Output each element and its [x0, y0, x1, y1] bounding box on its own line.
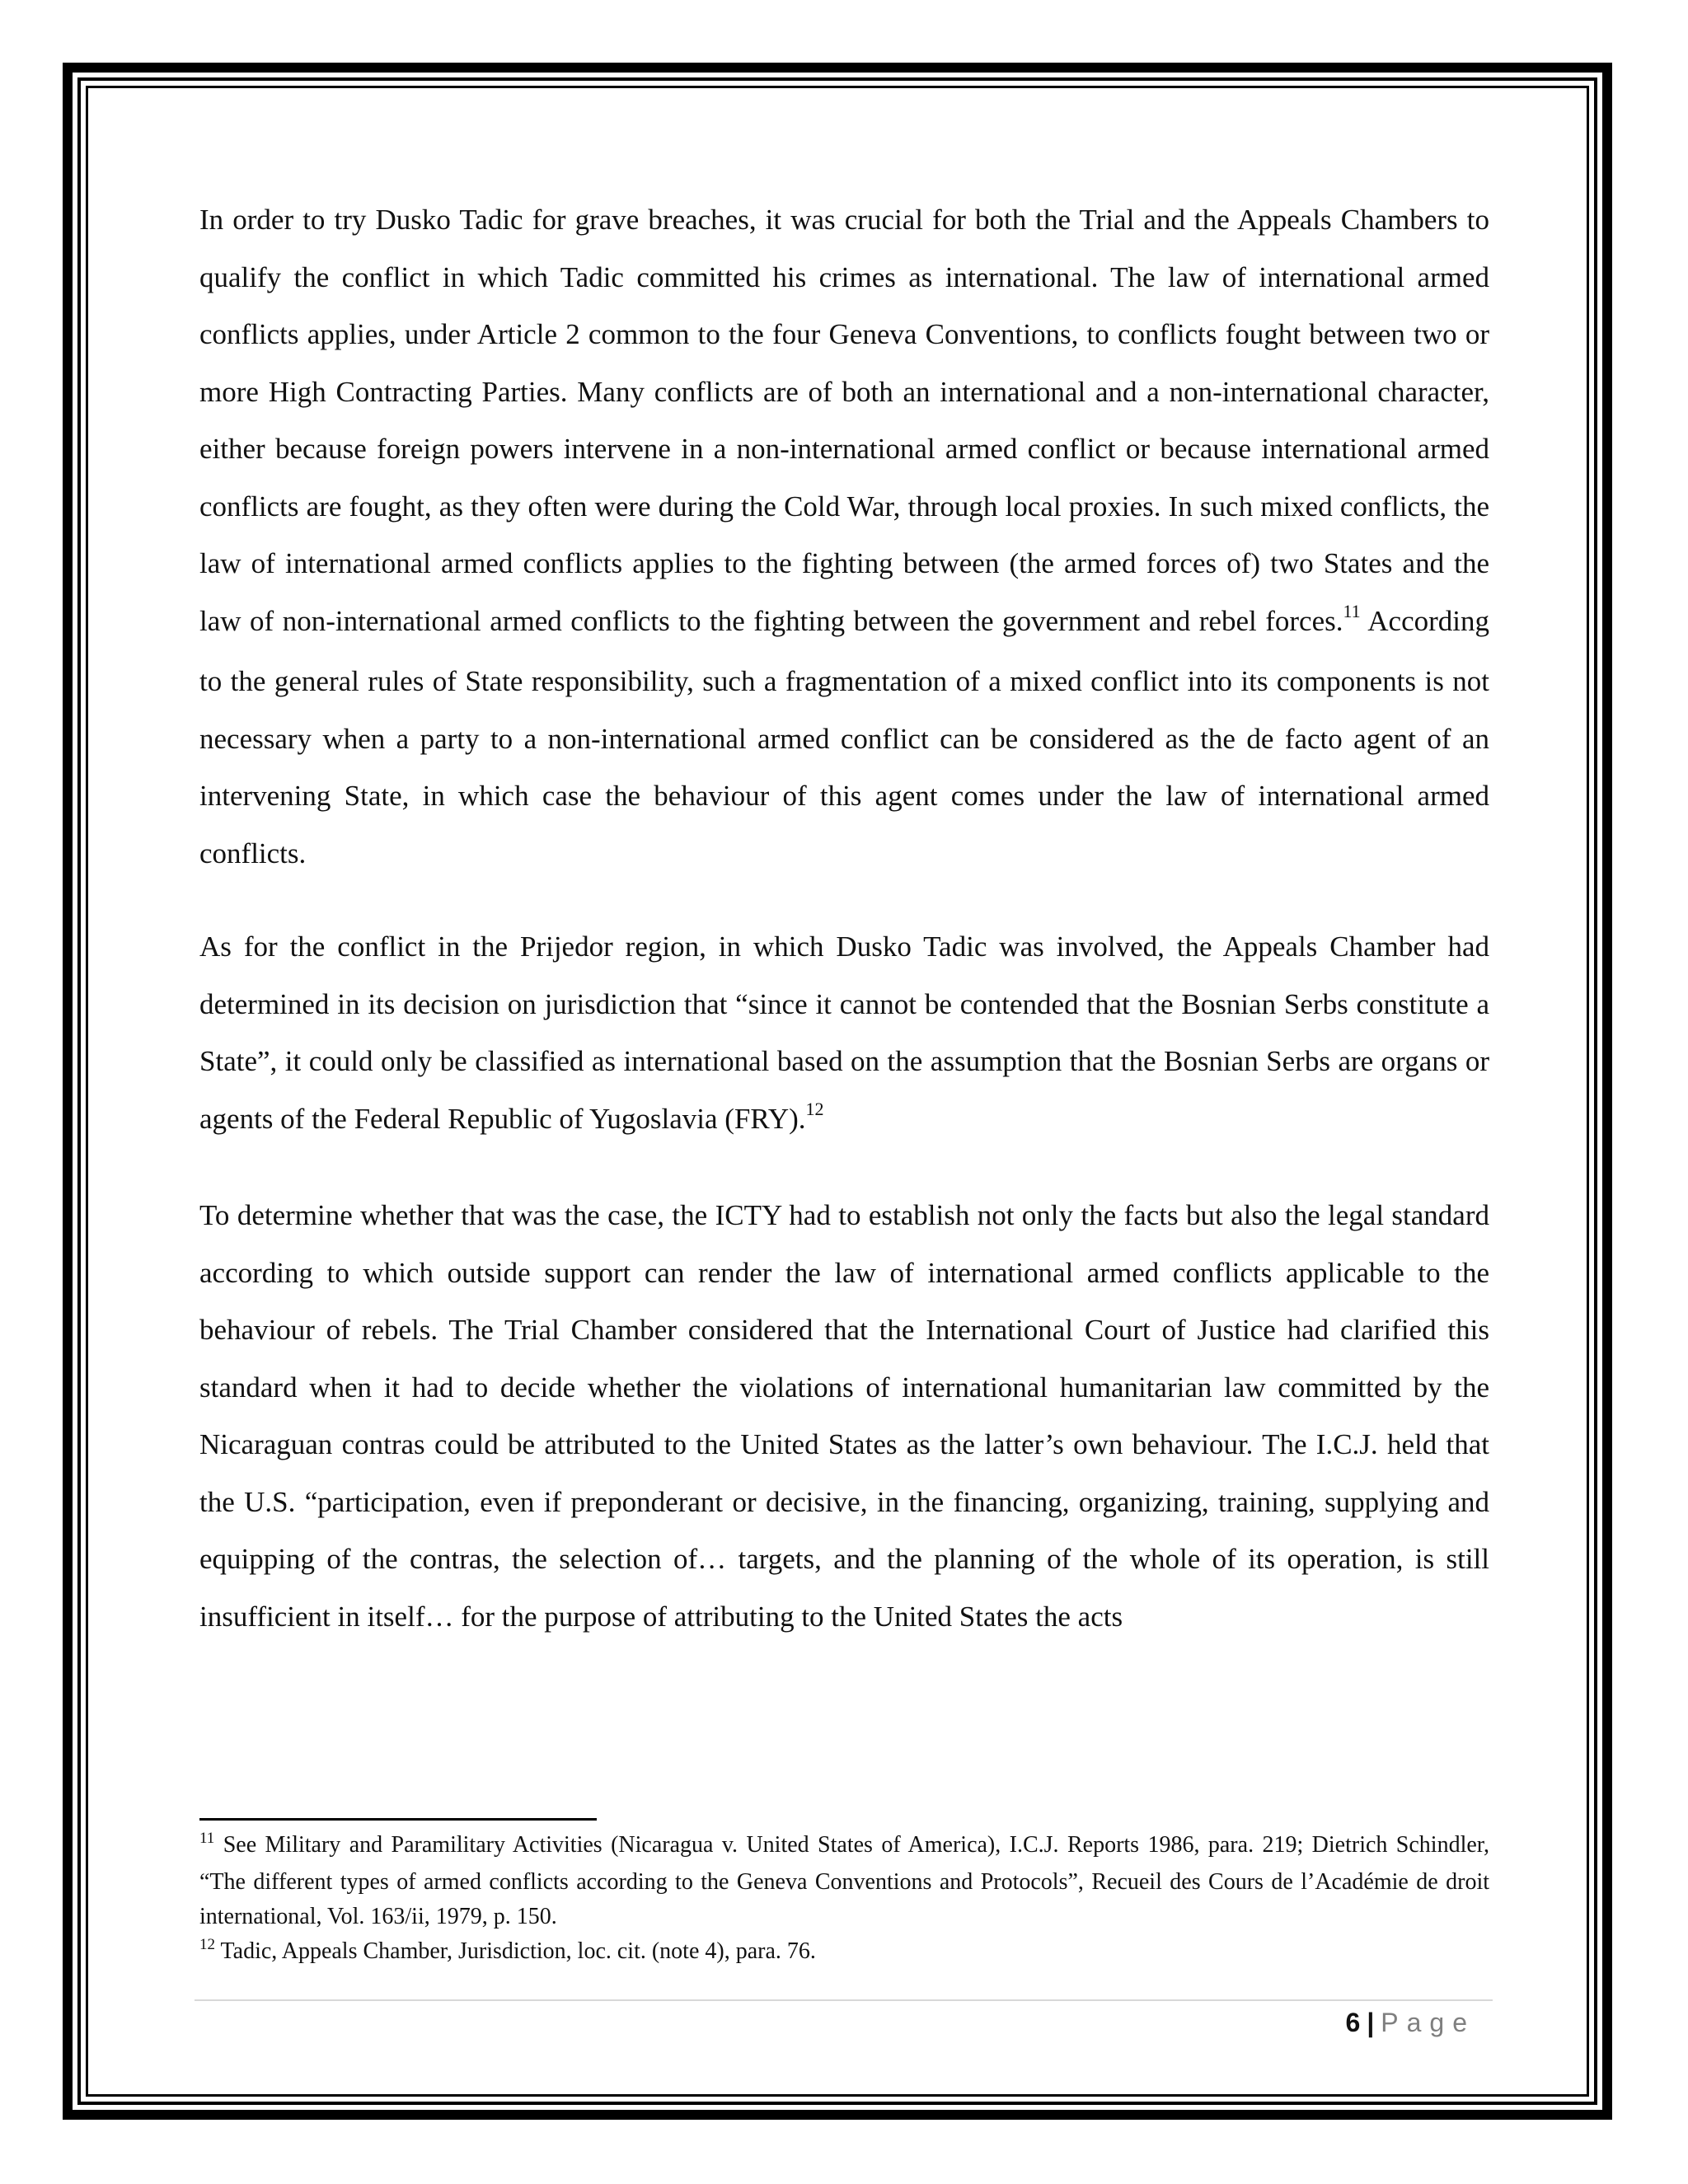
- footer-divider: [195, 1999, 1493, 2001]
- paragraph-1-text-a: In order to try Dusko Tadic for grave breaches, it was crucial for both the Trial and the Appeals Chambers to qualify the conflict in which Tadic committed his crimes as international. The law of international armed conflicts applies, under Article 2 common to the four Geneva Conventions, to conflicts fought between two or more High Contracting Parties. Many conflicts are of both an international and a non-international character, either because foreign powers intervene in a non-international armed conflict or because international armed conflicts are fought, as they often were during the Cold War, through local proxies. In such mixed conflicts, the law of international armed conflicts applies to the fighting between (the armed forces of) two States and the law of non-international armed conflicts to the fighting between the government and rebel forces.: [199, 204, 1489, 637]
- footnote-ref-11: 11: [1343, 600, 1361, 621]
- footnote-number: 11: [199, 1830, 215, 1847]
- page-number-separator: |: [1367, 2008, 1375, 2037]
- footnote-11: [199, 1828, 1489, 1934]
- paragraph-3-text: To determine whether that was the case, the ICTY had to establish not only the facts but also the legal standard according to which outside support can render the law of international armed conflicts applicable to the behaviour of rebels. The Trial Chamber considered that the International Court of Justice had clarified this standard when it had to decide whether the violations of international humanitarian law committed by the Nicaraguan contras could be attributed to the United States as the latter’s own behaviour. The I.C.J. held that the U.S. “participation, even if preponderant or decisive, in the financing, organizing, training, supplying and equipping of the contras, the selection of… targets, and the planning of the whole of its operation, is still insufficient in itself… for the purpose of attributing to the United States the acts: [199, 1199, 1489, 1633]
- footnote-number: 12: [199, 1936, 215, 1953]
- footnote-text: See Military and Paramilitary Activities (Nicaragua v. United States of America), I.C.J. Reports 1986, para. 219; Dietrich Schindler, “The different types of armed conflicts according to the Geneva Conventions and Protocols”, Recueil des Cours de l’Académie de droit international, Vol. 163/ii, 1979, p. 150.: [199, 1832, 1489, 1929]
- footnote-separator: [199, 1818, 597, 1821]
- footnote-12: [199, 1934, 1489, 1971]
- footnote-text: Tadic, Appeals Chamber, Jurisdiction, loc. cit. (note 4), para. 76.: [215, 1938, 816, 1964]
- page-label: Page: [1381, 2008, 1475, 2037]
- footnote-ref-12: 12: [805, 1098, 824, 1119]
- paragraph-1-text-b: According to the general rules of State responsibility, such a fragmentation of a mixed conflict into its components is not necessary when a party to a non-international armed conflict can be considered as the de facto agent of an intervening State, in which case the behaviour of this agent comes under the law of international armed conflicts.: [199, 604, 1489, 869]
- page-footer: [1346, 2008, 1475, 2038]
- footnotes: [199, 1828, 1489, 1971]
- page-number: 6: [1345, 2008, 1361, 2037]
- paragraph-2: [199, 918, 1489, 1151]
- paragraph-2-text: As for the conflict in the Prijedor region, in which Dusko Tadic was involved, the Appeals Chamber had determined in its decision on jurisdiction that “since it cannot be contended that the Bosnian Serbs constitute a State”, it could only be classified as international based on the assumption that the Bosnian Serbs are organs or agents of the Federal Republic of Yugoslavia (FRY).: [199, 930, 1489, 1135]
- document-body: [199, 191, 1489, 1681]
- paragraph-3: [199, 1187, 1489, 1645]
- paragraph-1: [199, 191, 1489, 882]
